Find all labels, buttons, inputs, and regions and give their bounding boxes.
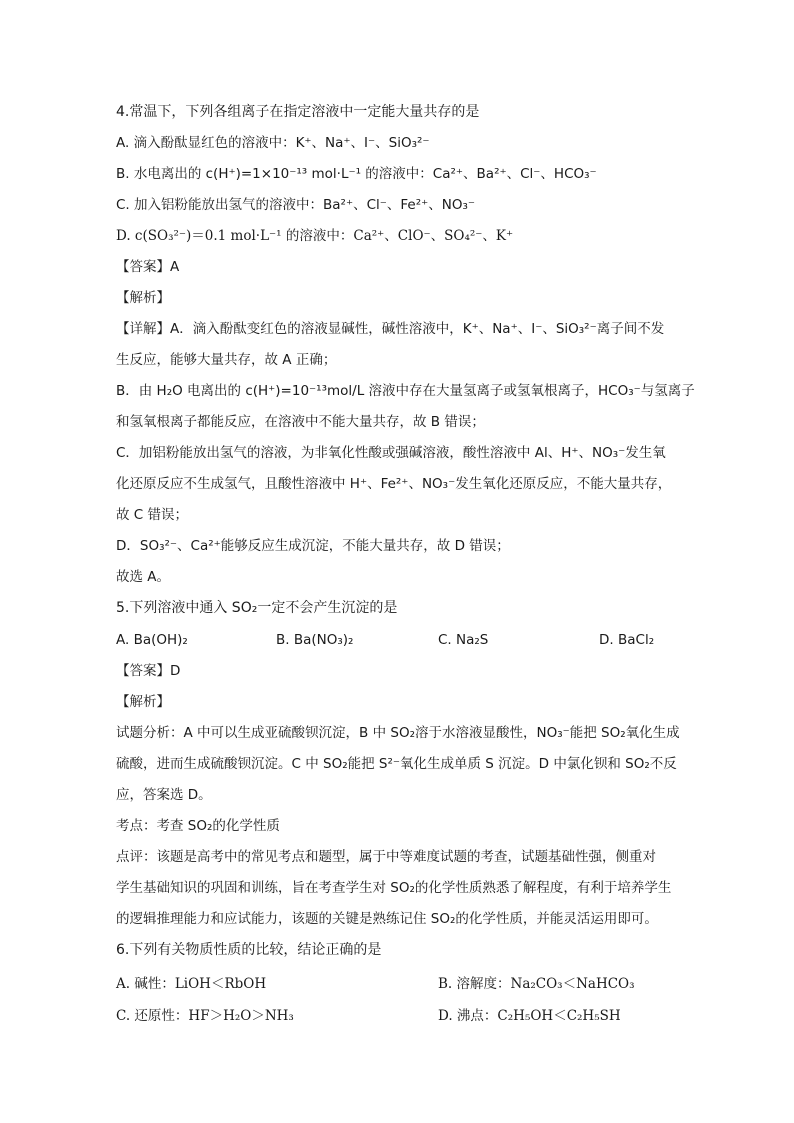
q4-option-c: C. 加入铝粉能放出氢气的溶液中：Ba²⁺、Cl⁻、Fe²⁺、NO₃⁻ — [116, 197, 476, 213]
q4-detail-line: 生反应，能够大量共存，故 A 正确； — [116, 352, 337, 368]
q4-option-d: D. c(SO₃²⁻)＝0.1 mol·L⁻¹ 的溶液中：Ca²⁺、ClO⁻、SO₄²⁻、K⁺ — [116, 228, 514, 244]
q5-body-line: 试题分析：A 中可以生成亚硫酸钡沉淀，B 中 SO₂溶于水溶液显酸性，NO₃⁻能把 SO₂氧化生成 — [116, 725, 680, 741]
q6-option-c: C. 还原性：HF＞H₂O＞NH₃ — [116, 1008, 294, 1024]
q5-stem: 5.下列溶液中通入 SO₂一定不会产生沉淀的是 — [116, 600, 398, 616]
q4-answer: 【答案】A — [116, 259, 180, 275]
q4-option-b: B. 水电离出的 c(H⁺)=1×10⁻¹³ mol·L⁻¹ 的溶液中：Ca²⁺、Ba²⁺、Cl⁻、HCO₃⁻ — [116, 166, 597, 182]
q4-detail-line: 故 C 错误； — [116, 507, 189, 523]
q5-point: 考点：考查 SO₂的化学性质 — [116, 818, 280, 834]
q5-comment-line: 点评：该题是高考中的常见考点和题型，属于中等难度试题的考查，试题基础性强，侧重对 — [116, 849, 656, 865]
q5-comment-line: 的逻辑推理能力和应试能力，该题的关键是熟练记住 SO₂的化学性质，并能灵活运用即可。 — [116, 911, 658, 927]
q4-analysis-label: 【解析】 — [116, 290, 170, 306]
q5-body-line: 硫酸，进而生成硫酸钡沉淀。C 中 SO₂能把 S²⁻氧化生成单质 S 沉淀。D 中氯化钡和 SO₂不反 — [116, 756, 677, 772]
q5-analysis-label: 【解析】 — [116, 694, 170, 710]
q6-stem: 6.下列有关物质性质的比较，结论正确的是 — [116, 942, 382, 958]
q4-detail-line: 化还原反应不生成氢气，且酸性溶液中 H⁺、Fe²⁺、NO₃⁻发生氧化还原反应，不能大量共存， — [116, 476, 672, 492]
q5-answer: 【答案】D — [116, 663, 181, 679]
q6-option-d: D. 沸点：C₂H₅OH＜C₂H₅SH — [438, 1008, 621, 1024]
q4-detail-line: 故选 A。 — [116, 569, 171, 585]
q4-detail-line: 【详解】A．滴入酚酞变红色的溶液显碱性，碱性溶液中，K⁺、Na⁺、I⁻、SiO₃²⁻离子间不发 — [116, 321, 665, 337]
q4-detail-line: D．SO₃²⁻、Ca²⁺能够反应生成沉淀，不能大量共存，故 D 错误； — [116, 538, 510, 554]
q5-option-a: A. Ba(OH)₂ — [116, 632, 188, 648]
q5-option-c: C. Na₂S — [438, 632, 489, 648]
q5-option-b: B. Ba(NO₃)₂ — [276, 632, 354, 648]
q4-detail-line: C．加铝粉能放出氢气的溶液，为非氧化性酸或强碱溶液，酸性溶液中 Al、H⁺、NO₃⁻发生氧 — [116, 445, 666, 461]
q6-option-a: A. 碱性：LiOH＜RbOH — [116, 976, 267, 992]
q5-option-d: D. BaCl₂ — [599, 632, 655, 648]
q4-option-a: A. 滴入酚酞显红色的溶液中：K⁺、Na⁺、I⁻、SiO₃²⁻ — [116, 135, 430, 151]
q5-body-line: 应，答案选 D。 — [116, 787, 212, 803]
q4-stem: 4.常温下，下列各组离子在指定溶液中一定能大量共存的是 — [116, 104, 480, 120]
q5-comment-line: 学生基础知识的巩固和训练，旨在考查学生对 SO₂的化学性质熟悉了解程度，有利于培养学生 — [116, 880, 672, 896]
q6-option-b: B. 溶解度：Na₂CO₃＜NaHCO₃ — [438, 976, 635, 992]
q4-detail-line: 和氢氧根离子都能反应，在溶液中不能大量共存，故 B 错误； — [116, 414, 485, 430]
q4-detail-line: B．由 H₂O 电离出的 c(H⁺)=10⁻¹³mol/L 溶液中存在大量氢离子或氢氧根离子，HCO₃⁻与氢离子 — [116, 383, 695, 399]
